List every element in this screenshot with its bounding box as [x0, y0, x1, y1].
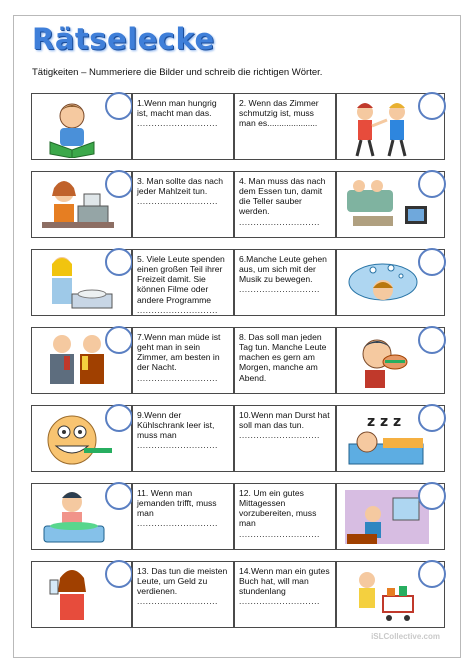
number-circle[interactable]: [418, 248, 446, 276]
answer-line[interactable]: ............................: [137, 118, 218, 129]
picture-cell: [336, 249, 445, 316]
puzzle-row: [31, 483, 445, 550]
answer-line[interactable]: ............................: [137, 518, 218, 529]
picture-cell: [336, 171, 445, 238]
clue-cell: [132, 561, 234, 628]
answer-line[interactable]: ............................: [137, 304, 218, 315]
puzzle-row: [31, 93, 445, 160]
number-circle[interactable]: [418, 326, 446, 354]
instruction-text: Tätigkeiten – Nummeriere die Bilder und schreib die richtigen Wörter.: [32, 67, 323, 78]
footer-watermark: iSLCollective.com: [371, 632, 440, 641]
puzzle-row: [31, 561, 445, 628]
number-circle[interactable]: [418, 404, 446, 432]
clue-cell: [132, 249, 234, 316]
number-circle[interactable]: [418, 482, 446, 510]
answer-line[interactable]: ............................: [137, 196, 218, 207]
picture-cell: [31, 93, 132, 160]
clue-text: 11. Wenn man jemanden trifft, muss man: [137, 488, 217, 519]
answer-line[interactable]: ............................: [137, 596, 218, 607]
picture-cell: [31, 249, 132, 316]
clue-text: 8. Das soll man jeden Tag tun. Manche Leute machen es gern am Morgen, manche am Abend.: [239, 332, 327, 383]
clue-text: 5. Viele Leute spenden einen großen Teil ihrer Freizeit damit. Sie können Filme oder andere Programme: [137, 254, 225, 305]
picture-cell: [31, 171, 132, 238]
clue-cell: [132, 93, 234, 160]
clue-cell: [234, 405, 336, 472]
clue-cell: [234, 171, 336, 238]
clue-text: 6.Manche Leute gehen aus, um sich mit der Musik zu bewegen.: [239, 254, 327, 285]
clue-text: 7.Wenn man müde ist geht man in sein Zimmer, am besten in der Nacht.: [137, 332, 221, 373]
picture-cell: [336, 405, 445, 472]
clue-text: 4. Man muss das nach dem Essen tun, damit die Teller sauber werden.: [239, 176, 326, 217]
picture-cell: [336, 327, 445, 394]
puzzle-row: [31, 171, 445, 238]
answer-line[interactable]: ............................: [239, 528, 320, 539]
number-circle[interactable]: [105, 170, 133, 198]
puzzle-row: [31, 249, 445, 316]
arguing-couple-icon: [343, 98, 423, 158]
picture-cell: [31, 405, 132, 472]
number-circle[interactable]: [418, 560, 446, 588]
reading-boy-icon: [38, 98, 108, 158]
answer-line[interactable]: ............................: [137, 440, 218, 451]
clue-text: 12. Um ein gutes Mittagessen vorzubereiten, muss man: [239, 488, 317, 529]
clue-text: 13. Das tun die meisten Leute, um Geld zu verdienen.: [137, 566, 228, 597]
clue-text: 14.Wenn man ein gutes Buch hat, will man stundenlang: [239, 566, 330, 597]
picture-cell: [31, 483, 132, 550]
answer-line[interactable]: ............................: [239, 430, 320, 441]
clue-cell: [234, 561, 336, 628]
clue-cell: [234, 93, 336, 160]
answer-line[interactable]: ............................: [239, 284, 320, 295]
puzzle-row: [31, 405, 445, 472]
picture-cell: [31, 327, 132, 394]
picture-cell: [31, 561, 132, 628]
number-circle[interactable]: [105, 560, 133, 588]
picture-cell: [336, 93, 445, 160]
number-circle[interactable]: [105, 404, 133, 432]
clue-text: 9.Wenn der Kühlschrank leer ist, muss man: [137, 410, 215, 441]
picture-cell: [336, 561, 445, 628]
clue-cell: [234, 483, 336, 550]
clue-text: 10.Wenn man Durst hat soll man das tun.: [239, 410, 330, 431]
clue-text: 2. Wenn das Zimmer schmutzig ist, muss man es.....................: [239, 98, 319, 129]
clue-cell: [234, 249, 336, 316]
clue-cell: [132, 405, 234, 472]
number-circle[interactable]: [105, 326, 133, 354]
number-circle[interactable]: [105, 248, 133, 276]
worksheet-page: [13, 15, 461, 658]
clue-cell: [132, 483, 234, 550]
number-circle[interactable]: [105, 482, 133, 510]
number-circle[interactable]: [105, 92, 133, 120]
worksheet-title: Rätselecke: [32, 22, 215, 56]
picture-cell: [336, 483, 445, 550]
answer-line[interactable]: ............................: [239, 596, 320, 607]
answer-line[interactable]: ............................: [137, 372, 218, 383]
number-circle[interactable]: [418, 170, 446, 198]
svg-text:z z z: z z z: [367, 414, 402, 430]
clue-text: 1.Wenn man hungrig ist, macht man das.: [137, 98, 217, 119]
puzzle-grid: [31, 93, 445, 628]
number-circle[interactable]: [418, 92, 446, 120]
clue-cell: [132, 327, 234, 394]
person-in-shower-icon: [343, 254, 423, 314]
clue-text: 3. Man sollte das nach jeder Mahlzeit tun.: [137, 176, 223, 197]
man-eating-sandwich-icon: [343, 332, 423, 392]
answer-line[interactable]: ............................: [239, 216, 320, 227]
clue-cell: [132, 171, 234, 238]
clue-cell: [234, 327, 336, 394]
puzzle-row: [31, 327, 445, 394]
